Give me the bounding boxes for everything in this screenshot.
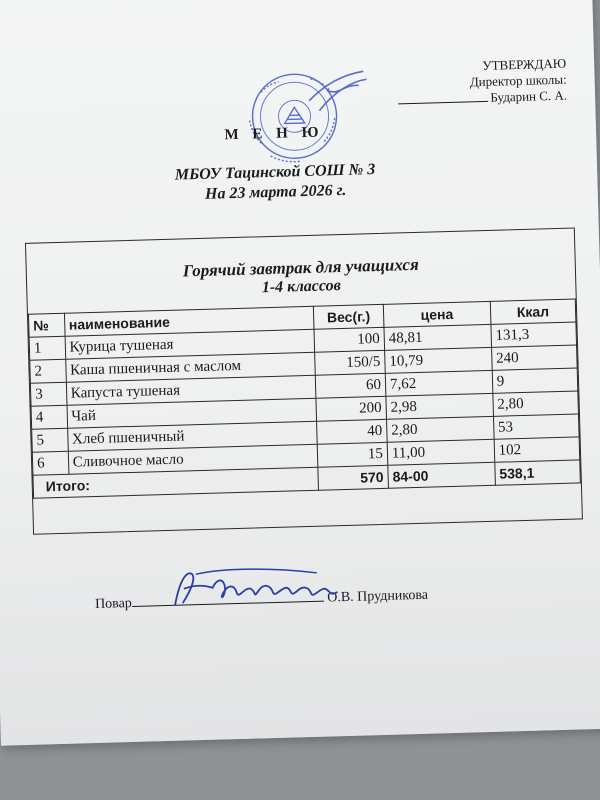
cook-role: Повар <box>94 596 133 613</box>
row-number: 2 <box>30 359 66 383</box>
row-price: 2,98 <box>386 393 493 419</box>
row-price: 2,80 <box>386 416 493 442</box>
row-weight: 200 <box>316 396 387 421</box>
total-label: Итого: <box>33 467 318 498</box>
school-name: МБОУ Тацинской СОШ № 3 <box>174 161 376 184</box>
row-name: Каша пшеничная с маслом <box>65 352 315 382</box>
column-header-number: № <box>28 313 64 337</box>
row-kcal: 131,3 <box>491 322 577 347</box>
menu-subheading: 1-4 классов <box>261 277 341 297</box>
row-weight: 15 <box>317 442 388 467</box>
total-kcal: 538,1 <box>495 460 581 485</box>
menu-table <box>28 298 581 498</box>
row-name: Курица тушеная <box>65 329 315 359</box>
total-weight: 570 <box>318 465 389 490</box>
row-weight: 60 <box>315 373 386 398</box>
row-name: Хлеб пшеничный <box>67 421 317 451</box>
row-price: 11,00 <box>387 439 494 465</box>
row-number: 3 <box>30 382 66 406</box>
row-price: 48,81 <box>384 324 491 350</box>
row-weight: 40 <box>316 419 387 444</box>
row-price: 7,62 <box>385 370 492 396</box>
column-header-price: цена <box>383 301 490 327</box>
approval-title: УТВЕРЖДАЮ <box>482 55 567 73</box>
row-number: 4 <box>31 405 67 429</box>
menu-title: М Е Н Ю <box>224 124 324 144</box>
row-kcal: 9 <box>492 368 578 393</box>
row-number: 1 <box>29 336 65 360</box>
row-weight: 100 <box>314 327 385 352</box>
total-price: 84-00 <box>388 462 495 488</box>
approval-block <box>397 56 567 109</box>
column-header-weight: Вес(г.) <box>313 304 384 329</box>
column-header-kcal: Ккал <box>490 299 576 324</box>
row-number: 6 <box>32 451 68 475</box>
row-price: 10,79 <box>385 347 492 373</box>
approval-position: Директор школы: <box>469 71 567 90</box>
row-name: Чай <box>67 398 317 428</box>
row-kcal: 2,80 <box>493 391 579 416</box>
approval-signature-line <box>399 101 489 105</box>
row-weight: 150/5 <box>314 350 385 375</box>
menu-date: На 23 марта 2026 г. <box>204 181 347 203</box>
row-kcal: 240 <box>491 345 577 370</box>
cook-name: О.В. Прудникова <box>327 587 429 606</box>
row-kcal: 53 <box>493 414 579 439</box>
menu-frame <box>25 227 583 534</box>
row-kcal: 102 <box>494 437 580 462</box>
column-header-name: наименование <box>64 306 314 336</box>
menu-heading: Горячий завтрак для учащихся <box>182 254 419 281</box>
school-stamp-icon <box>238 69 371 173</box>
row-name: Капуста тушеная <box>66 375 316 405</box>
row-number: 5 <box>32 428 68 452</box>
handwritten-signature-icon <box>166 562 347 617</box>
approval-name: Бударин С. А. <box>490 87 568 105</box>
row-name: Сливочное масло <box>68 444 318 474</box>
